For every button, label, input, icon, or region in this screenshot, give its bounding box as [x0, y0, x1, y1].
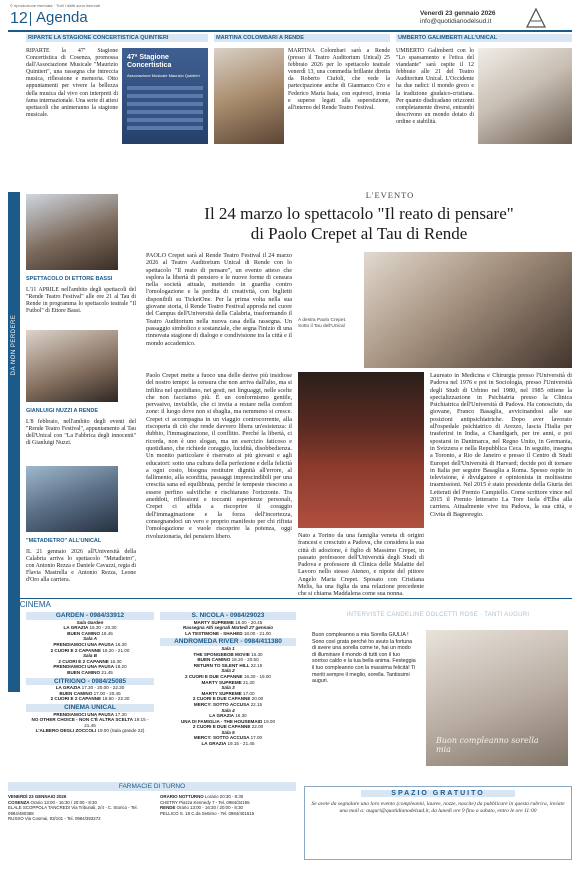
film-times: 17.00 — [243, 690, 255, 696]
pharmacy-label: RENDE — [160, 805, 177, 811]
farmacie-right — [160, 794, 296, 816]
film-title: LA GRAZIA — [55, 685, 82, 691]
photo-caption: A destra Paolo Crepet. Sotto il Tau dell'Unical — [298, 318, 347, 329]
cinema-showing — [160, 741, 296, 747]
film-times: 17.00 - 20.45 — [93, 690, 121, 696]
film-times: 18.20 - 20.50 — [231, 657, 259, 663]
sidebar-vertical-label: DA NON PERDERE — [11, 314, 17, 376]
film-times: 17.00 — [250, 735, 263, 741]
cinema-header: CITRIGNO - 0984/25085 — [26, 678, 154, 686]
cinema-header: GARDEN - 0984/33912 — [26, 612, 154, 620]
sidebar-tab — [8, 192, 20, 692]
cinema-room: Rassegna Alti segnali Martedì 27 gennaio — [182, 625, 274, 631]
sidebar-item-title: SPETTACOLO DI ETTORE BASSI — [26, 276, 113, 282]
pharmacy-info: Lorario 20:30 - 8:30 — [204, 794, 244, 799]
cinema-room: Sala B — [82, 653, 98, 659]
main-article-col2b: Nato a Torino da una famiglia veneta di origini francesi e cresciuto a Padova, che considera la sua città di adozione, è figlio di Massimo Crepet, in passato professore dell'Università degli Studi di Padova e professore di Clinica delle Malattie del Lavoro nello stesso Ateneo, e nipote del pittore Angelo Maria Crepet. Sposato con Cristiana Melis, ha una figlia da una relazione precedente che si chiama Maddalena come sua nonna. — [298, 532, 424, 598]
film-title: LA GRAZIA — [201, 741, 228, 747]
film-times: 16.30 - 19.00 — [243, 673, 271, 679]
spazio-title: SPAZIO GRATUITO — [361, 790, 515, 797]
main-kicker: L'EVENTO — [365, 190, 415, 200]
newspaper-logo — [526, 8, 546, 28]
sidebar-item-text: L'8 febbraio, nell'ambito degli eventi del "Rende Teatro Festival", appuntamento al Tau dell'Unical con "La Fabbrica degli innocenti" di Gianluigi Nuzzi. — [26, 419, 136, 446]
pharmacy-label: ORARIO NOTTURNO — [160, 794, 205, 799]
galimberti-photo — [478, 48, 572, 144]
film-title: BUEN CAMINO — [67, 669, 102, 675]
film-times: 19.00 (Sala grande 22) — [97, 728, 145, 734]
film-times: 16.30 — [251, 651, 263, 657]
poster-subtitle: Associazione Musicale Maurizio Quintieri — [127, 73, 200, 78]
crepet-photo — [364, 252, 572, 368]
film-title: L'ALBERO DEGLI ZOCCOLI — [35, 728, 98, 734]
metadietro-photo — [26, 466, 118, 532]
poster-title: 47ª Stagione Concertistica — [127, 54, 172, 69]
cinema-listings-left — [26, 610, 154, 778]
sidebar-item-title: GIANLUIGI NUZZI A RENDE — [26, 408, 99, 414]
pharmacy-info: CHETRY Piazza Kennedy 7 - Tel. 0984/34155 — [160, 799, 250, 805]
film-times: 16.30 — [235, 713, 247, 719]
main-article-col3: Laureato in Medicina e Chirurgia presso l'Università di Padova nel 1976 e poi in Sociologia, presso l'Università degli Studi di Urbino nel 1980, nel 1985 ottiene la specializzazione in Psichiatria presso la Clinica Psichiatrica dell'Università di Padova. Ha conosciuto, da giovane, Franco Basaglia, avvicinandosi alle sue posizioni antipsichiatriche. Dopo aver lavorato all'ospedale psichiatrico di Arezzo, lascia l'Italia per trasferirsi in India, a Chandigarh, per tre anni, e poi spostarsi in Danimarca, nel Regno Unito, in Germania, in Svizzera e nella Repubblica Ceca. In seguito, insegna a Toronto, a Rio de Janeiro e presso il Centro di Studi Europei dell'Università di Harvard; decide poi di tornare in Italia per seguire Basaglia a Roma. Spesso ospite in televisione, è divulgatore e opinionista in moltissime trasmissioni. Nel 2015 è stato presidente della Giuria dei Letterati del Premio Campiello. Come scrittore vince nel 2015 il Premio letterario La Tore Isola d'Elba alla carriera. Attualmente vive tra Padova, la sua città, e Civita di Bagnoregio. — [430, 372, 572, 518]
article-title: MARTINA COLOMBARI A RENDE — [214, 34, 390, 42]
top-article-quintieri — [26, 34, 208, 184]
film-title: 2 CUORI E DUE CAPANNE — [192, 696, 252, 702]
cinema-room: Sala 4 — [221, 707, 235, 713]
cinema-header: ANDROMEDA RIVER - 0984/411380 — [160, 638, 296, 646]
film-title: PRENDIAMOCI UNA PAUSA — [53, 641, 116, 647]
film-times: 19.15 - 21.45 — [84, 717, 149, 728]
concert-poster — [122, 48, 208, 144]
film-title: MARTY SUPREME — [193, 619, 236, 625]
auguri-title: INTERVISTE CANDELINE DOLCETTI ROSE · TANTI AUGURI — [346, 612, 530, 618]
farmacie-left — [8, 794, 154, 822]
film-times: 18.20 — [115, 664, 127, 670]
spazio-gratuito-box — [304, 786, 572, 860]
film-title: NO OTHER CHOICE - NON C'È ALTRA SCELTA — [31, 717, 135, 723]
pharmacy-info: ELALE SCOPPOLA TANCREDI Via Tribunali, 2/4 - C. Storico - Tel. 0984/480388 — [8, 805, 138, 816]
auguri-message: Buon compleanno a mia Sorella GIULIA ! Sono così grata perché ho avuto la fortuna di avere una sorella come te, hai un modo di illuminare il mondo di tutti con il tuo sorriso caldo e la tua bella anima. Festeggia il tuo compleanno con la massima felicità! Ti meriti sempre il meglio, sorella. Tantissimi auguri. — [312, 632, 416, 685]
cinema-title: AL CINEMA — [8, 598, 572, 609]
main-headline-line1: Il 24 marzo lo spettacolo "Il reato di pensare" — [204, 204, 514, 223]
film-times: 18.00 - 20.45 — [235, 619, 263, 625]
sidebar-item-text: L'11 APRILE nell'ambito degli spettacoli del "Rende Teatro Festival" alle ore 21 al Tau di Rende in programma lo spettacolo teatrale "Il Futbol" di Ettore Bassi. — [26, 287, 136, 314]
film-title: LA GRAZIA — [63, 625, 90, 631]
cinema-showing — [26, 717, 154, 728]
film-title: MARTY SUPREME — [201, 690, 244, 696]
film-times: 18.00 - 21.00 — [243, 630, 271, 636]
film-times: 21.45 — [101, 669, 113, 675]
film-times: 20.00 — [251, 696, 264, 702]
cinema-header: S. NICOLA - 0984/29023 — [160, 612, 296, 620]
film-times: 18.45 — [101, 630, 113, 636]
film-times: 18.20 - 21.00 — [102, 647, 130, 653]
cinema-header: CINEMA UNICAL — [26, 704, 154, 712]
contact-email: info@quotidianodelsud.it — [420, 18, 492, 25]
article-title: UMBERTO GALIMBERTI ALL'UNICAL — [396, 34, 572, 42]
farmacie-title: FARMACIE DI TURNO — [8, 782, 296, 791]
cinema-showing — [26, 696, 154, 702]
pharmacy-line — [8, 816, 154, 822]
pharmacy-info: PELLICO S. 19 C.da Settimo - Tel. 0984/401615 — [160, 810, 255, 816]
pharmacy-info: Orario 13:00 - 16:30 / 20:00 - 8:30 — [30, 799, 97, 805]
film-times: 22.15 — [250, 701, 263, 707]
cinema-room: Sala A — [83, 636, 97, 642]
film-times: 22.15 — [250, 662, 263, 668]
cinema-showing — [26, 728, 154, 734]
pharmacy-label: VENERDÌ 23 GENNAIO 2026 — [8, 794, 67, 799]
cinema-room: Sala 5 — [221, 729, 235, 735]
page-number: 12 — [10, 10, 28, 27]
film-times: 21.30 — [243, 679, 255, 685]
spazio-text: Se avete da segnalare uno loro evento (compleanni, lauree, nozze, nascite) da pubblicare in questa rubrica, inviate una mail a: auguri@quotidianodelsud.it, da lunedì ore 9 fino a sabato, entro le ore 11:00 — [311, 801, 565, 814]
film-title: BUEN CAMINO — [67, 630, 102, 636]
film-times: 22.00 — [251, 724, 264, 730]
film-title: 2 CUORI E DUE CAPANNE — [185, 673, 244, 679]
theatre-seats-photo — [298, 372, 424, 528]
film-title: MERCY: SOTTO ACCUSA — [193, 735, 251, 741]
sidebar-item-title: "METADIETRO" ALL'UNICAL — [26, 538, 102, 544]
nuzzi-photo — [26, 330, 118, 402]
top-article-galimberti — [396, 34, 572, 184]
cinema-room: Sala 2 — [221, 668, 235, 674]
film-title: THE SPONGEBOB MOVIE — [193, 651, 252, 657]
film-title: PRENDIAMOCI UNA PAUSA — [53, 711, 116, 717]
card-text: Buon compleanno sorella mia — [436, 736, 539, 754]
film-times: 19.00 — [263, 718, 276, 724]
film-times: 17.30 - 20.00 - 22.30 — [81, 685, 125, 691]
film-title: 2 CUORI E 2 CAPANNE — [50, 647, 103, 653]
film-title: BUEN CAMINO — [197, 657, 232, 663]
film-title: PRENDIAMOCI UNA PAUSA — [53, 664, 116, 670]
cinema-room: Sala 3 — [221, 685, 235, 691]
bassi-photo — [26, 194, 118, 270]
pharmacy-info: Orario 13:00 - 16:30 / 20:00 - 8:30 — [176, 805, 243, 811]
main-article-col2: Paolo Crepet mette a fuoco una delle derive più insidiose del nostro tempo: la censura che non arriva dall'alto, ma si infiltra nel quotidiano, nei gesti, nei linguaggi, nelle scelte che non facciamo più. È un conformismo gentile, pervasivo, invisibile, che ci invita a restare nella comfort zone: il luogo dove non si sbaglia, ma nemmeno si cresce. Crepet ci accompagna in un viaggio controcorrente, alla riscoperta di ciò che rende davvero libera un'esistenza: il dubbio, l'immaginazione, il conflitto. Perché la libertà, ci ricorda, non è uno slogan, ma un esercizio faticoso e quotidiano, che richiede coraggio, lucidità, disobbedienza. Un monito particolare è riservato ai più giovani e agli educatori: sotto una cultura della perfezione e della felicità a ogni costo, bisogna restituire dignità all'errore, al fallimento, alla sconfitta, passaggi imprescindibili per una crescita sana ed equilibrata, perché le tempeste riescono a essere perfino salvifiche e rischiarano l'orizzonte. Tra aneddoti, riflessioni e toccanti esperienze personali, Crepet ci affida a riscoprire il coraggio dell'immaginazione e la forza dell'incertezza, consegnandoci un vero e proprio manifesto per chi rifiuta l'omologazione e vuole riscoprire la potenza, oggi rivoluzionaria, del pensiero libero. — [146, 372, 292, 540]
colombari-photo — [214, 48, 284, 144]
sidebar-item-text: IL 21 gennaio 2026 all'Università della Calabria arriva lo spettacolo "Metadietro", con Antonio Rezza e Daniele Cavazzi, regia di Flavia Mastrella e Antonio Rezza, Leone d'Oro alla carriera. — [26, 549, 136, 583]
film-title: RETURN TO SILENT HILL — [193, 662, 251, 668]
film-title: MERCY: SOTTO ACCUSA — [193, 701, 251, 707]
film-title: 2 CUORI E 2 CAPANNE — [58, 658, 111, 664]
main-article-col1: PAOLO Crepet sarà al Rende Teatro Festival il 24 marzo 2026 al Teatro Auditorium Unical di Rende con lo spettacolo "Il reato di pensare", un evento atteso che esplora la libertà di pensiero e le nuove forme di censura nella società attuale, mettendo in guardia contro l'omologazione e la perdita di creatività, con biglietti disponibili su TicketOne. Per la prima volta nella sua giovane storia, il Rende Teatro Festival approda nel cuore del Campus dell'Università della Calabria, trasformando il Teatro Auditorium nella nuova casa della rassegna. Un passaggio simbolico e sostanziale, che segna l'inizio di una rinnovata stagione di dialogo e condivisione tra la città e il mondo accademico. — [146, 252, 292, 347]
film-title: 2 CUORI E 2 CAPANNE — [50, 696, 103, 702]
issue-date: Venerdì 23 gennaio 2026 — [420, 10, 496, 17]
cinema-room: Sala Garden — [76, 619, 104, 625]
film-times: 16.30 - 20.30 — [89, 625, 117, 631]
film-title: BUEN CAMINO — [59, 690, 94, 696]
film-times: 19.15 - 21.45 — [227, 741, 255, 747]
main-headline-line2: di Paolo Crepet al Tau di Rende — [250, 224, 468, 243]
cinema-room: Sala 1 — [221, 645, 235, 651]
pharmacy-line — [8, 805, 154, 816]
auguri-card — [426, 630, 568, 766]
pharmacy-info: RUSSO Via Cosmai, 93/101 - Tel. 0984/393272 — [8, 816, 101, 822]
article-body: RIPARTE la 47ª Stagione Concertistica di Cosenza, promossa dall'Associazione Musicale "Maurizio Quintieri", una rassegna che intreccia musica, riflessione e memoria. Otto appuntamenti per vivere la bellezza della musica dal vivo con interpreti di fama internazionale. Una serie di attesi spettacoli che animeranno la stagione musicale. — [26, 48, 118, 118]
cinema-showing — [160, 631, 296, 637]
film-times: 17.30 — [115, 711, 127, 717]
pharmacy-label: COSENZA — [8, 799, 31, 805]
film-title: MARTY SUPREME — [201, 679, 244, 685]
copyright-notice: © riproduzione riservata · Tutti i diritti sono riservati — [10, 3, 101, 8]
film-title: LA TESTIMONE - SHAHED — [185, 630, 244, 636]
article-body: MARTINA Colombari sarà a Rende (presso il Teatro Auditorium Unical) 25 febbraio 2026 per lo spettacolo teatrale venerdì 13, una commedia brillante diretta da Roberto Ciufoli, che vede la partecipazione anche di Gianmarco Cro e Federico Maria Isaia, con equivoci, ironia e superse legati alla superstizione, all'interno del Rende Teatro Festival. — [288, 48, 390, 111]
film-title: 2 CUORI E DUE CAPANNE — [192, 724, 252, 730]
article-title: RIPARTE LA STAGIONE CONCERTISTICA QUINTIERI — [26, 34, 208, 42]
film-title: LA GRAZIA — [209, 713, 236, 719]
article-body: UMBERTO Galimberti con lo "Lo spaesamento e l'etica del viandante" sarà ospite il 12 febbraio alle 21 del Teatro Auditorium Unical. L'Occidente ha due radici: il mondo greco e la tradizione giudaico-cristiana. Per quanto disdicadano orizzonti completamente diversi, entrambi descrivono un mondo dotato di ordine e stabilità. — [396, 48, 474, 125]
cinema-showing — [26, 670, 154, 676]
film-title: UNA DI FAMIGLIA - THE HOUSEMAID — [180, 718, 264, 724]
film-times: 16.30 — [115, 641, 127, 647]
film-times: 16.30 — [110, 658, 122, 664]
pharmacy-line — [160, 811, 296, 817]
top-article-colombari — [214, 34, 390, 184]
film-times: 18.50 - 22.30 — [102, 696, 130, 702]
section-title: Agenda — [36, 9, 88, 26]
header-rule — [8, 30, 572, 32]
